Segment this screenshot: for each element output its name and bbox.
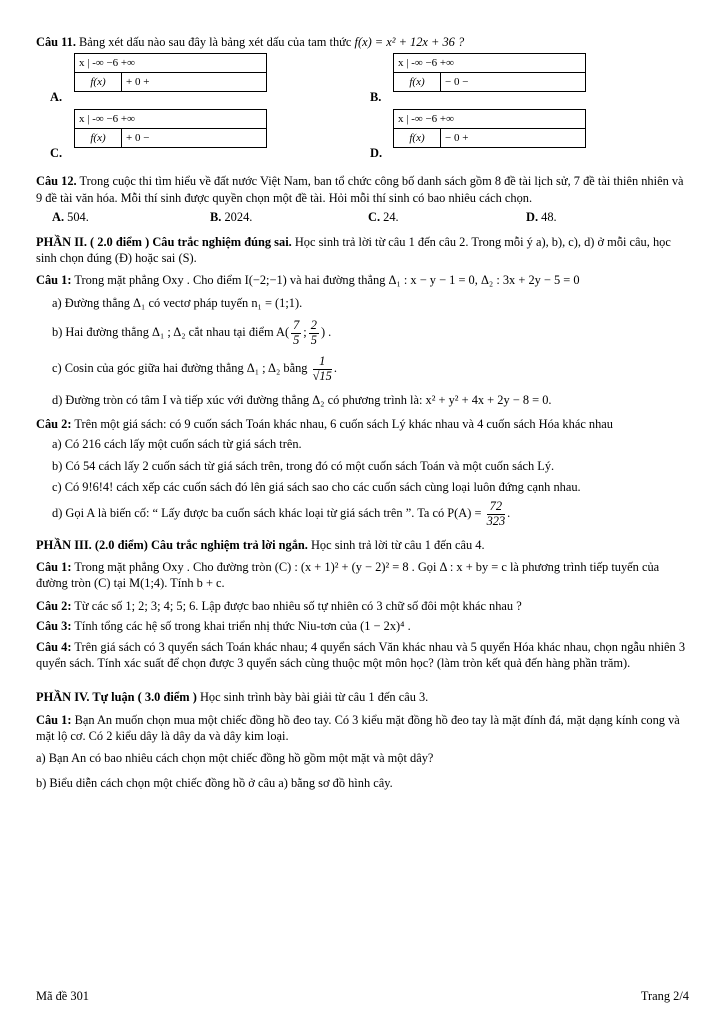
part2-q2-d: d) Gọi A là biến cố: “ Lấy được ba cuốn sách khác loại từ giá sách trên ”. Ta có P(A) = $\frac{72}{323}$ . [52,499,511,529]
option-c-label: C. [50,146,63,161]
page-number: Trang 2/4 [640,989,689,1003]
sign-table-d [393,109,586,148]
table-header: x | -∞ −6 +∞ [394,110,586,129]
sign-table-a [74,53,267,92]
table-row-label: f(x) [394,73,441,92]
sign-table-b [393,53,586,92]
part3-q3: Câu 3: Tính tổng các hệ số trong khai triển nhị thức Niu-tơn của (1 − 2x)⁴ . [36,619,411,634]
table-row-signs: − 0 + [441,129,586,148]
part4-q1-a: a) Bạn An có bao nhiêu cách chọn một chiếc đồng hồ gồm một mặt và một dây? [36,751,434,766]
q11-sign-tables [36,53,689,173]
table-row-label: f(x) [394,129,441,148]
q12-option-c: C. 24. [368,210,399,225]
part3-q2: Câu 2: Từ các số 1; 2; 3; 4; 5; 6. Lập được bao nhiêu số tự nhiên có 3 chữ số đôi một khác nhau ? [36,598,522,613]
part4-q1: Câu 1: Bạn An muốn chọn mua một chiếc đồng hồ đeo tay. Có 3 kiểu mặt đồng hồ đeo tay là mặt đính đá, mặt dạng kính cong và mặt lộ cơ. Có 2 kiểu dây là dây da và dây kim loại. [36,712,680,744]
sign-table-c [74,109,267,148]
part2-q1-a: a) Đường thẳng Δ₁ có vectơ pháp tuyến n₁ = (1;1). [52,295,303,310]
table-row-label: f(x) [75,129,122,148]
part2-q1-d: d) Đường tròn có tâm I và tiếp xúc với đường thẳng Δ₂ có phương trình là: x² + y² + 4x + 2y − 8 = 0. [52,392,552,407]
part2-q1-c: c) Cosin của góc giữa hai đường thẳng Δ₁ ; Δ₂ bằng $\frac{1}{√15}$ . [52,354,337,383]
option-d-label: D. [370,146,383,161]
part2-q2-a: a) Có 216 cách lấy một cuốn sách từ giá sách trên. [52,437,302,452]
table-header: x | -∞ −6 +∞ [394,54,586,73]
part2-q2-stem: Câu 2: Trên một giá sách: có 9 cuốn sách Toán khác nhau, 6 cuốn sách Lý khác nhau và 4 cuốn sách Hóa khác nhau [36,416,613,431]
exam-code: Mã đề 301 [36,989,89,1003]
table-header: x | -∞ −6 +∞ [75,110,267,129]
page-footer [36,988,689,1004]
q12-option-b: B. 2024. [210,210,253,225]
part2-q2-c: c) Có 9!6!4! cách xếp các cuốn sách đó lên giá sách sao cho các cuốn sách cùng loại luôn đứng cạnh nhau. [52,480,581,495]
q12-stem: Câu 12. Trong cuộc thi tìm hiểu về đất nước Việt Nam, ban tổ chức công bố danh sách gồm 8 đề tài lịch sử, 7 đề tài thiên nhiên và 9 đề tài văn hóa. Mỗi thí sinh được quyền chọn một đề tài. Hỏi mỗi thí sinh có bao nhiêu cách chọn. [36,174,684,205]
part3-heading: PHẦN III. (2.0 điểm) Câu trắc nghiệm trả lời ngắn. Học sinh trả lời từ câu 1 đến câu 4. [36,537,485,552]
table-row-signs: − 0 − [441,73,586,92]
part2-q1-stem: Câu 1: Trong mặt phẳng Oxy . Cho điểm I(−2;−1) và hai đường thẳng Δ₁ : x − y − 1 = 0, Δ₂ : 3x + 2y − 5 = 0 [36,273,580,288]
part3-q4: Câu 4: Trên giá sách có 3 quyển sách Toán khác nhau; 4 quyển sách Văn khác nhau và 5 quyển Hóa khác nhau, chọn ngẫu nhiên 3 quyển sách. Tính xác suất để chọn được 3 quyển sách cùng thuộc một môn học? (làm tròn kết quả đến hàng phần trăm). [36,639,686,670]
table-row-label: f(x) [75,73,122,92]
table-row-signs: + 0 − [122,129,267,148]
table-row-signs: + 0 + [122,73,267,92]
q12-options [52,209,689,225]
table-header: x | -∞ −6 +∞ [75,54,267,73]
part4-heading: PHẦN IV. Tự luận ( 3.0 điểm ) Học sinh trình bày bài giải từ câu 1 đến câu 3. [36,690,429,705]
q11-stem: Câu 11. Bảng xét dấu nào sau đây là bảng xét dấu của tam thức f(x) = x² + 12x + 36 ? [36,35,465,49]
part4-q1-b: b) Biểu diễn cách chọn một chiếc đồng hồ ở câu a) bằng sơ đồ hình cây. [36,775,393,790]
option-a-label: A. [50,90,63,105]
part2-heading: PHẦN II. ( 2.0 điểm ) Câu trắc nghiệm đúng sai. Học sinh trả lời từ câu 1 đến câu 2. Trong mỗi ý a), b), c), d) ở mỗi câu, học sinh chọn đúng (Đ) hoặc sai (S). [36,234,671,265]
part3-q1: Câu 1: Trong mặt phẳng Oxy . Cho đường tròn (C) : (x + 1)² + (y − 2)² = 8 . Gọi Δ : x + by = c là phương trình tiếp tuyến của đường tròn (C) tại M(1;4). Tính b + c. [36,560,660,591]
q12-option-a: A. 504. [52,210,89,225]
option-b-label: B. [370,90,382,105]
part2-q2-b: b) Có 54 cách lấy 2 cuốn sách từ giá sách trên, trong đó có một cuốn sách Toán và một cuốn sách Lý. [52,458,555,473]
part2-q1-b: b) Hai đường thẳng Δ₁ ; Δ₂ cắt nhau tại điểm A( $\frac{7}{5}$ ; $\frac{2}{5}$ ) . [52,318,332,347]
q12-option-d: D. 48. [526,210,557,225]
